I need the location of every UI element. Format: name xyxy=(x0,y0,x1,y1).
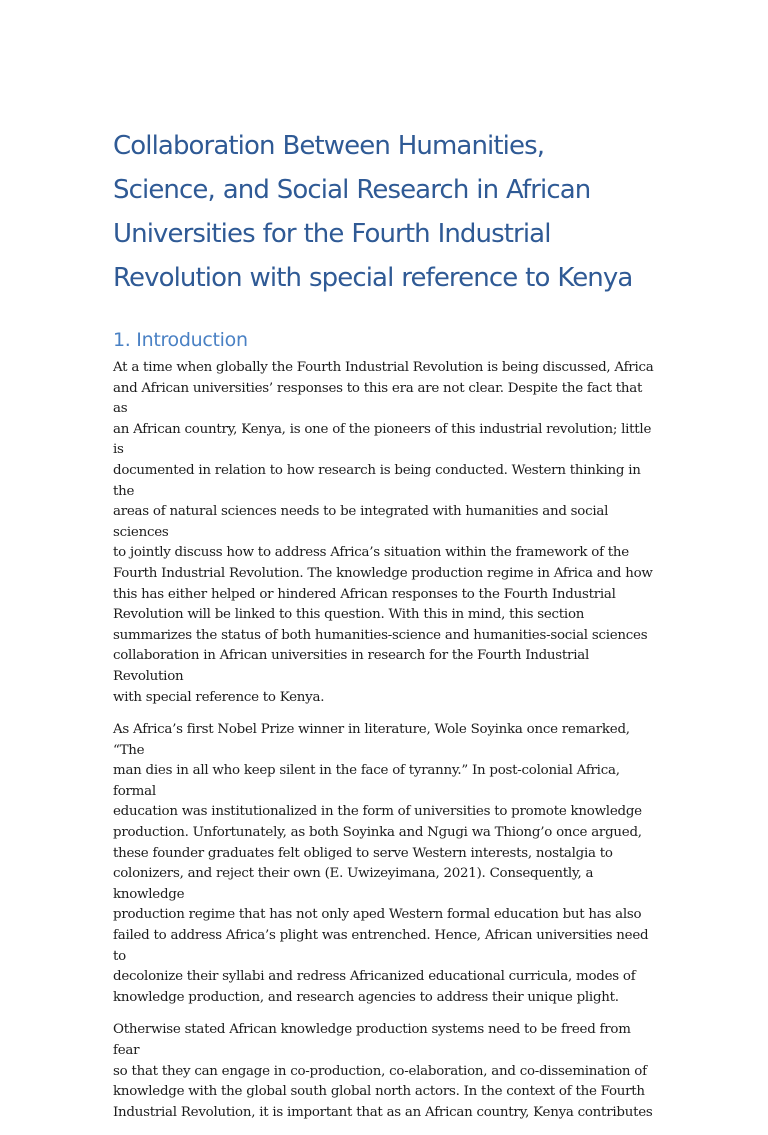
section-heading-introduction: 1. Introduction xyxy=(113,329,248,351)
document-title: Collaboration Between Humanities, Science, and Social Research in African Universities for the Fourth Industrial Revolution with special reference to Kenya xyxy=(113,131,633,293)
paragraph: Otherwise stated African knowledge production systems need to be freed from fear so that they can engage in co-production, co-elaboration, and co-dissemination of knowledge with the global south global north actors. In the context of the Fourth Industrial Revolution, it is important that as an African country, Kenya contributes xyxy=(113,1022,653,1120)
paragraph: At a time when globally the Fourth Industrial Revolution is being discussed, Africa and African universities’ responses to this era are not clear. Despite the fact that as an African country, Kenya, is one of the pioneers of this industrial revolution; little is documented in relation to how research is being conducted. Western thinking in the areas of natural sciences needs to be integrated with humanities and social sciences to jointly discuss how to address Africa’s situation within the framework of the Fourth Industrial Revolution. The knowledge production regime in Africa and how this has either helped or hindered African responses to the Fourth Industrial Revolution will be linked to this question. With this in mind, this section summarizes the status of both humanities-science and humanities-social sciences collaboration in African universities in research for the Fourth Industrial Revolution with special reference to Kenya. xyxy=(113,360,654,705)
paragraph: As Africa’s first Nobel Prize winner in literature, Wole Soyinka once remarked, “The man dies in all who keep silent in the face of tyranny.” In post-colonial Africa, formal education was institutionalized in the form of universities to promote knowledge production. Unfortunately, as both Soyinka and Ngugi wa Thiong’o once argued, these founder graduates felt obliged to serve Western interests, nostalgia to colonizers, and reject their own (E. Uwizeyimana, 2021). Consequently, a knowledge production regime that has not only aped Western formal education but has also failed to address Africa’s plight was entrenched. Hence, African universities need to decolonize their syllabi and redress Africanized educational curricula, modes of knowledge production, and research agencies to address their unique plight. xyxy=(113,722,649,1005)
document-body xyxy=(113,124,658,1135)
